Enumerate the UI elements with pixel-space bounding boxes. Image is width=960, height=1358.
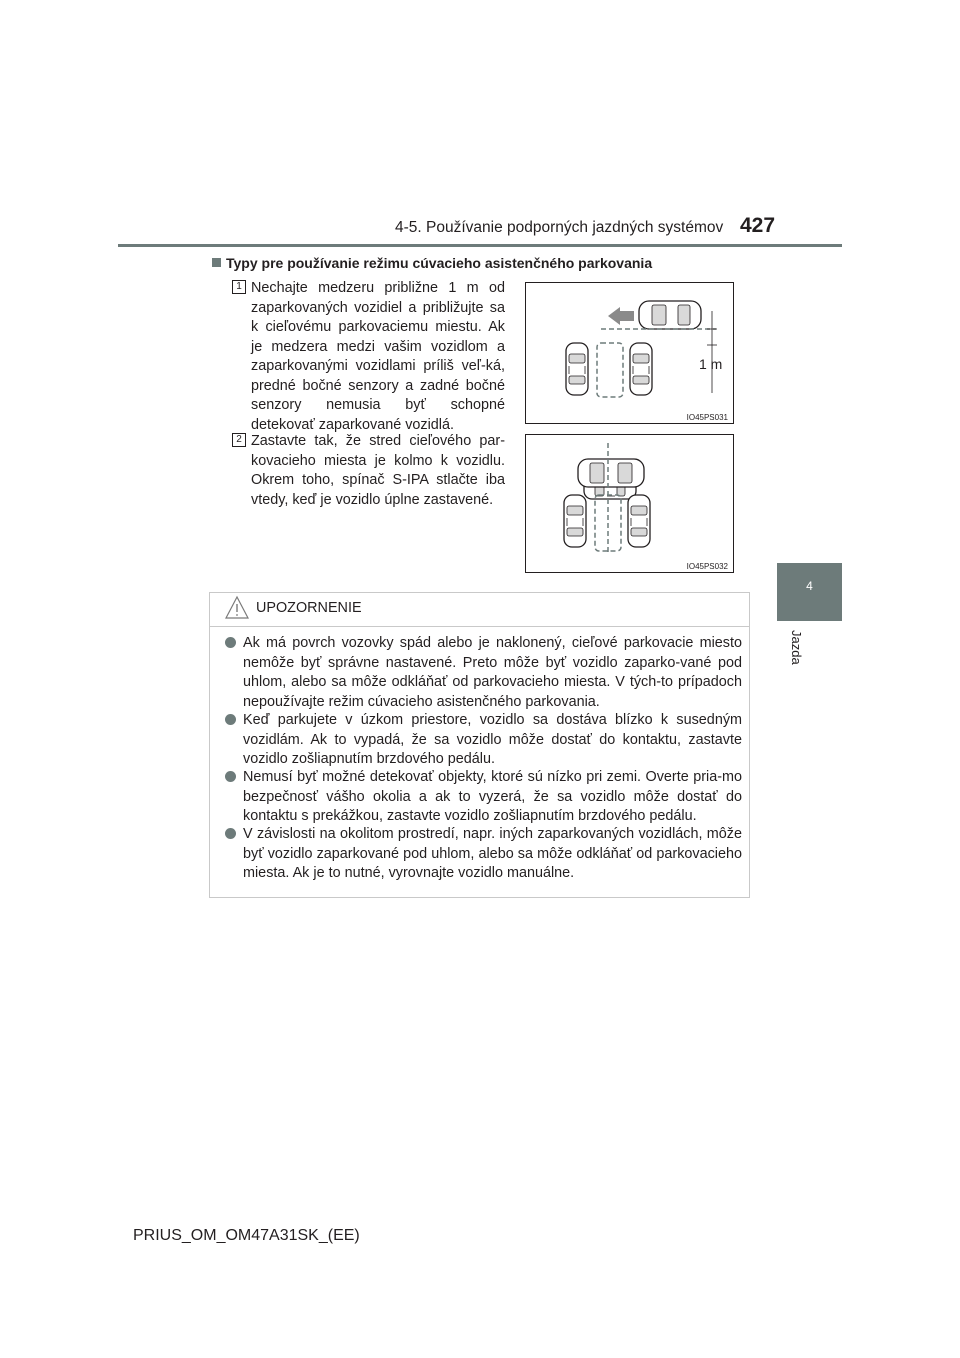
figure-approach xyxy=(525,282,734,424)
section-heading xyxy=(212,255,652,271)
step-text-1: Nechajte medzeru približne 1 m od zaparkovaných vozidiel a približujte sa k cieľovému parkovaciemu miestu. Ak je medzera medzi vašim vozidlom a zaparkovanými vozidlami príliš veľ-ká, predné bočné senzory a zadné bočné senzory nemusia byť schopné detekovať zaparkované vozidlá. xyxy=(251,280,505,433)
warning-item: Nemusí byť možné detekovať objekty, ktoré sú nízko pri zemi. Overte pria-mo bezpečnosť vášho okolia a ak to vyzerá, že sa vozidlo môže dostať do kontaktu s prekážkou, zastavte vozidlo zošliapnutím brzdového pedálu. xyxy=(225,768,742,827)
chapter-tab xyxy=(777,563,842,621)
step-text-2: Zastavte tak, že stred cieľového par-kovacieho miesta je kolmo k vozidlu. Okrem toho, spínač S-IPA stlačte iba vtedy, keď je vozidlo úplne zastavené. xyxy=(251,433,505,508)
step-number-1: 1 xyxy=(232,280,246,294)
section-heading-text: Typy pre používanie režimu cúvacieho asistenčného parkovania xyxy=(226,255,653,271)
figure-stop-position xyxy=(525,434,734,573)
warning-item: Keď parkujete v úzkom priestore, vozidlo sa dostáva blízko k susedným vozidlám. Ak to vypadá, že sa vozidlo môže dostať do kontaktu, zastavte vozidlo zošliapnutím brzdového pedálu. xyxy=(225,711,742,770)
chapter-label: Jazda xyxy=(789,630,804,665)
section-title: 4-5. Používanie podporných jazdných systémov xyxy=(395,219,724,236)
document-code: PRIUS_OM_OM47A31SK_(EE) xyxy=(133,1227,360,1244)
approach-diagram xyxy=(526,283,733,423)
bullet-icon xyxy=(225,828,236,839)
parked-car-right-2 xyxy=(628,495,650,547)
warning-title: UPOZORNENIE xyxy=(256,600,362,616)
figure-code-1: IO45PS031 xyxy=(686,413,728,422)
arrow-left-icon xyxy=(608,307,634,325)
parked-car-right xyxy=(630,343,652,395)
warning-triangle-icon xyxy=(224,595,250,621)
target-space xyxy=(597,343,623,397)
square-bullet-icon xyxy=(212,258,221,267)
header-rule xyxy=(118,244,842,247)
warning-item: Ak má povrch vozovky spád alebo je naklonený, cieľové parkovacie miesto nemôže byť správne nastavené. Preto môže byť vozidlo zaparko-vané pod uhlom, alebo sa môže odkláňať od parkovacieho miesta. V tých-to prípadoch nepoužívajte režim cúvacieho asistenčného parkovania. xyxy=(225,634,742,712)
warning-item: V závislosti na okolitom prostredí, napr. iných zaparkovaných vozidlách, môže byť vozidlo zaparkované pod uhlom, alebo sa môže odkláňať od parkovacieho miesta. Ak je to nutné, vyrovnajte vozidlo manuálne. xyxy=(225,825,742,884)
step-number-2: 2 xyxy=(232,433,246,447)
bullet-icon xyxy=(225,637,236,648)
figure-code-2: IO45PS032 xyxy=(686,562,728,571)
page-number: 427 xyxy=(740,214,776,237)
distance-label: 1 m xyxy=(699,356,723,372)
chapter-number: 4 xyxy=(806,579,813,593)
bullet-icon xyxy=(225,771,236,782)
bullet-icon xyxy=(225,714,236,725)
own-car xyxy=(639,301,701,329)
warning-header xyxy=(210,593,749,627)
stop-position-diagram xyxy=(526,435,733,572)
parked-car-left xyxy=(566,343,588,395)
parked-car-left-2 xyxy=(564,495,586,547)
